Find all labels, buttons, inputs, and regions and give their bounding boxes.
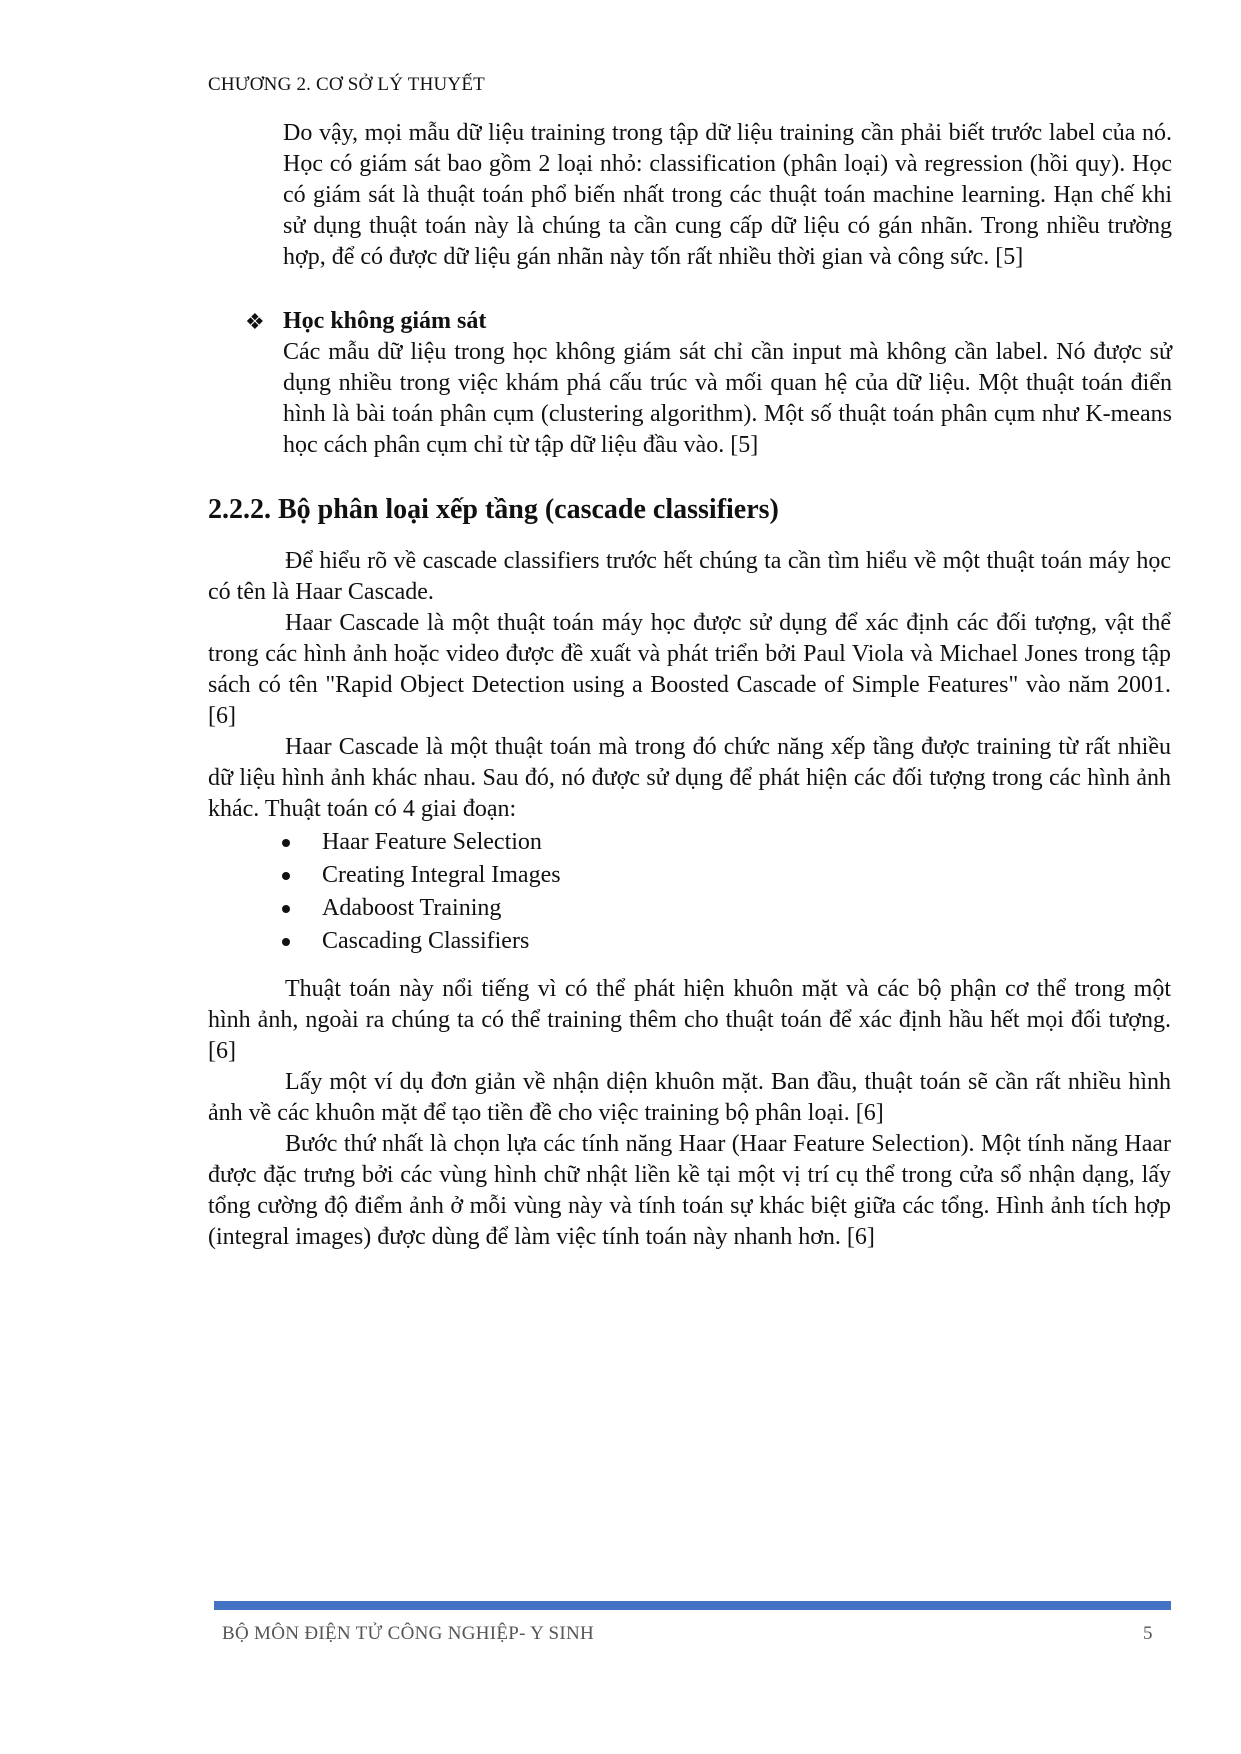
stage-label: Haar Feature Selection — [322, 829, 542, 855]
intro-paragraph: Để hiểu rõ về cascade classifiers trước hết chúng ta cần tìm hiểu về một thuật toán máy học có tên là Haar Cascade. — [208, 548, 1171, 605]
page-number: 5 — [1143, 1623, 1153, 1644]
stage-label: Adaboost Training — [322, 895, 502, 921]
haar-cascade-origin-paragraph: Haar Cascade là một thuật toán máy học được sử dụng để xác định các đối tượng, vật thể trong các hình ảnh hoặc video được đề xuất và phát triển bởi Paul Viola và Michael Jones trong tập sách có tên "Rapid Object Detection using a Boosted Cascade of Simple Features" vào năm 2001. [6] — [208, 610, 1171, 729]
stages-list — [282, 826, 561, 958]
stage-label: Cascading Classifiers — [322, 928, 530, 954]
footer-department: BỘ MÔN ĐIỆN TỬ CÔNG NGHIỆP- Y SINH — [222, 1623, 595, 1644]
bullet-dot-icon — [282, 938, 290, 946]
bullet-dot-icon — [282, 839, 290, 847]
unsupervised-heading: Học không giám sát — [283, 308, 487, 334]
section-heading: 2.2.2. Bộ phân loại xếp tầng (cascade classifiers) — [208, 494, 779, 525]
stage-label: Creating Integral Images — [322, 862, 561, 888]
bullet-dot-icon — [282, 872, 290, 880]
haar-cascade-stages-paragraph: Haar Cascade là một thuật toán mà trong đó chức năng xếp tầng được training từ rất nhiều dữ liệu hình ảnh khác nhau. Sau đó, nó được sử dụng để phát hiện các đối tượng trong các hình ảnh khác. Thuật toán có 4 giai đoạn: — [208, 734, 1171, 822]
footer-rule — [214, 1601, 1171, 1610]
diamond-bullet-icon: ❖ — [245, 309, 265, 334]
unsupervised-learning-paragraph: Các mẫu dữ liệu trong học không giám sát chỉ cần input mà không cần label. Nó được sử dụng nhiều trong việc khám phá cấu trúc và mối quan hệ của dữ liệu. Một thuật toán điển hình là bài toán phân cụm (clustering algorithm). Một số thuật toán phân cụm như K-means học cách phân cụm chỉ từ tập dữ liệu đầu vào. [5] — [283, 339, 1172, 458]
list-item — [282, 826, 561, 859]
haar-feature-selection-paragraph: Bước thứ nhất là chọn lựa các tính năng Haar (Haar Feature Selection). Một tính năng Haar được đặc trưng bởi các vùng hình chữ nhật liền kề tại một vị trí cụ thể trong cửa sổ nhận dạng, lấy tổng cường độ điểm ảnh ở mỗi vùng này và tính toán sự khác biệt giữa các tổng. Hình ảnh tích hợp (integral images) được dùng để làm việc tính toán này nhanh hơn. [6] — [208, 1131, 1171, 1250]
bullet-dot-icon — [282, 905, 290, 913]
list-item — [282, 925, 561, 958]
face-detection-paragraph: Thuật toán này nổi tiếng vì có thể phát hiện khuôn mặt và các bộ phận cơ thể trong một hình ảnh, ngoài ra chúng ta có thể training thêm cho thuật toán để xác định hầu hết mọi đối tượng. [6] — [208, 976, 1171, 1064]
supervised-learning-paragraph: Do vậy, mọi mẫu dữ liệu training trong tập dữ liệu training cần phải biết trước label của nó. Học có giám sát bao gồm 2 loại nhỏ: classification (phân loại) và regression (hồi quy). Học có giám sát là thuật toán phổ biến nhất trong các thuật toán machine learning. Hạn chế khi sử dụng thuật toán này là chúng ta cần cung cấp dữ liệu có gán nhãn. Trong nhiều trường hợp, để có được dữ liệu gán nhãn này tốn rất nhiều thời gian và công sức. [5] — [283, 120, 1172, 270]
list-item — [282, 859, 561, 892]
face-example-paragraph: Lấy một ví dụ đơn giản về nhận diện khuôn mặt. Ban đầu, thuật toán sẽ cần rất nhiều hình ảnh về các khuôn mặt để tạo tiền đề cho việc training bộ phân loại. [6] — [208, 1069, 1171, 1126]
running-header: CHƯƠNG 2. CƠ SỞ LÝ THUYẾT — [208, 74, 485, 95]
list-item — [282, 892, 561, 925]
